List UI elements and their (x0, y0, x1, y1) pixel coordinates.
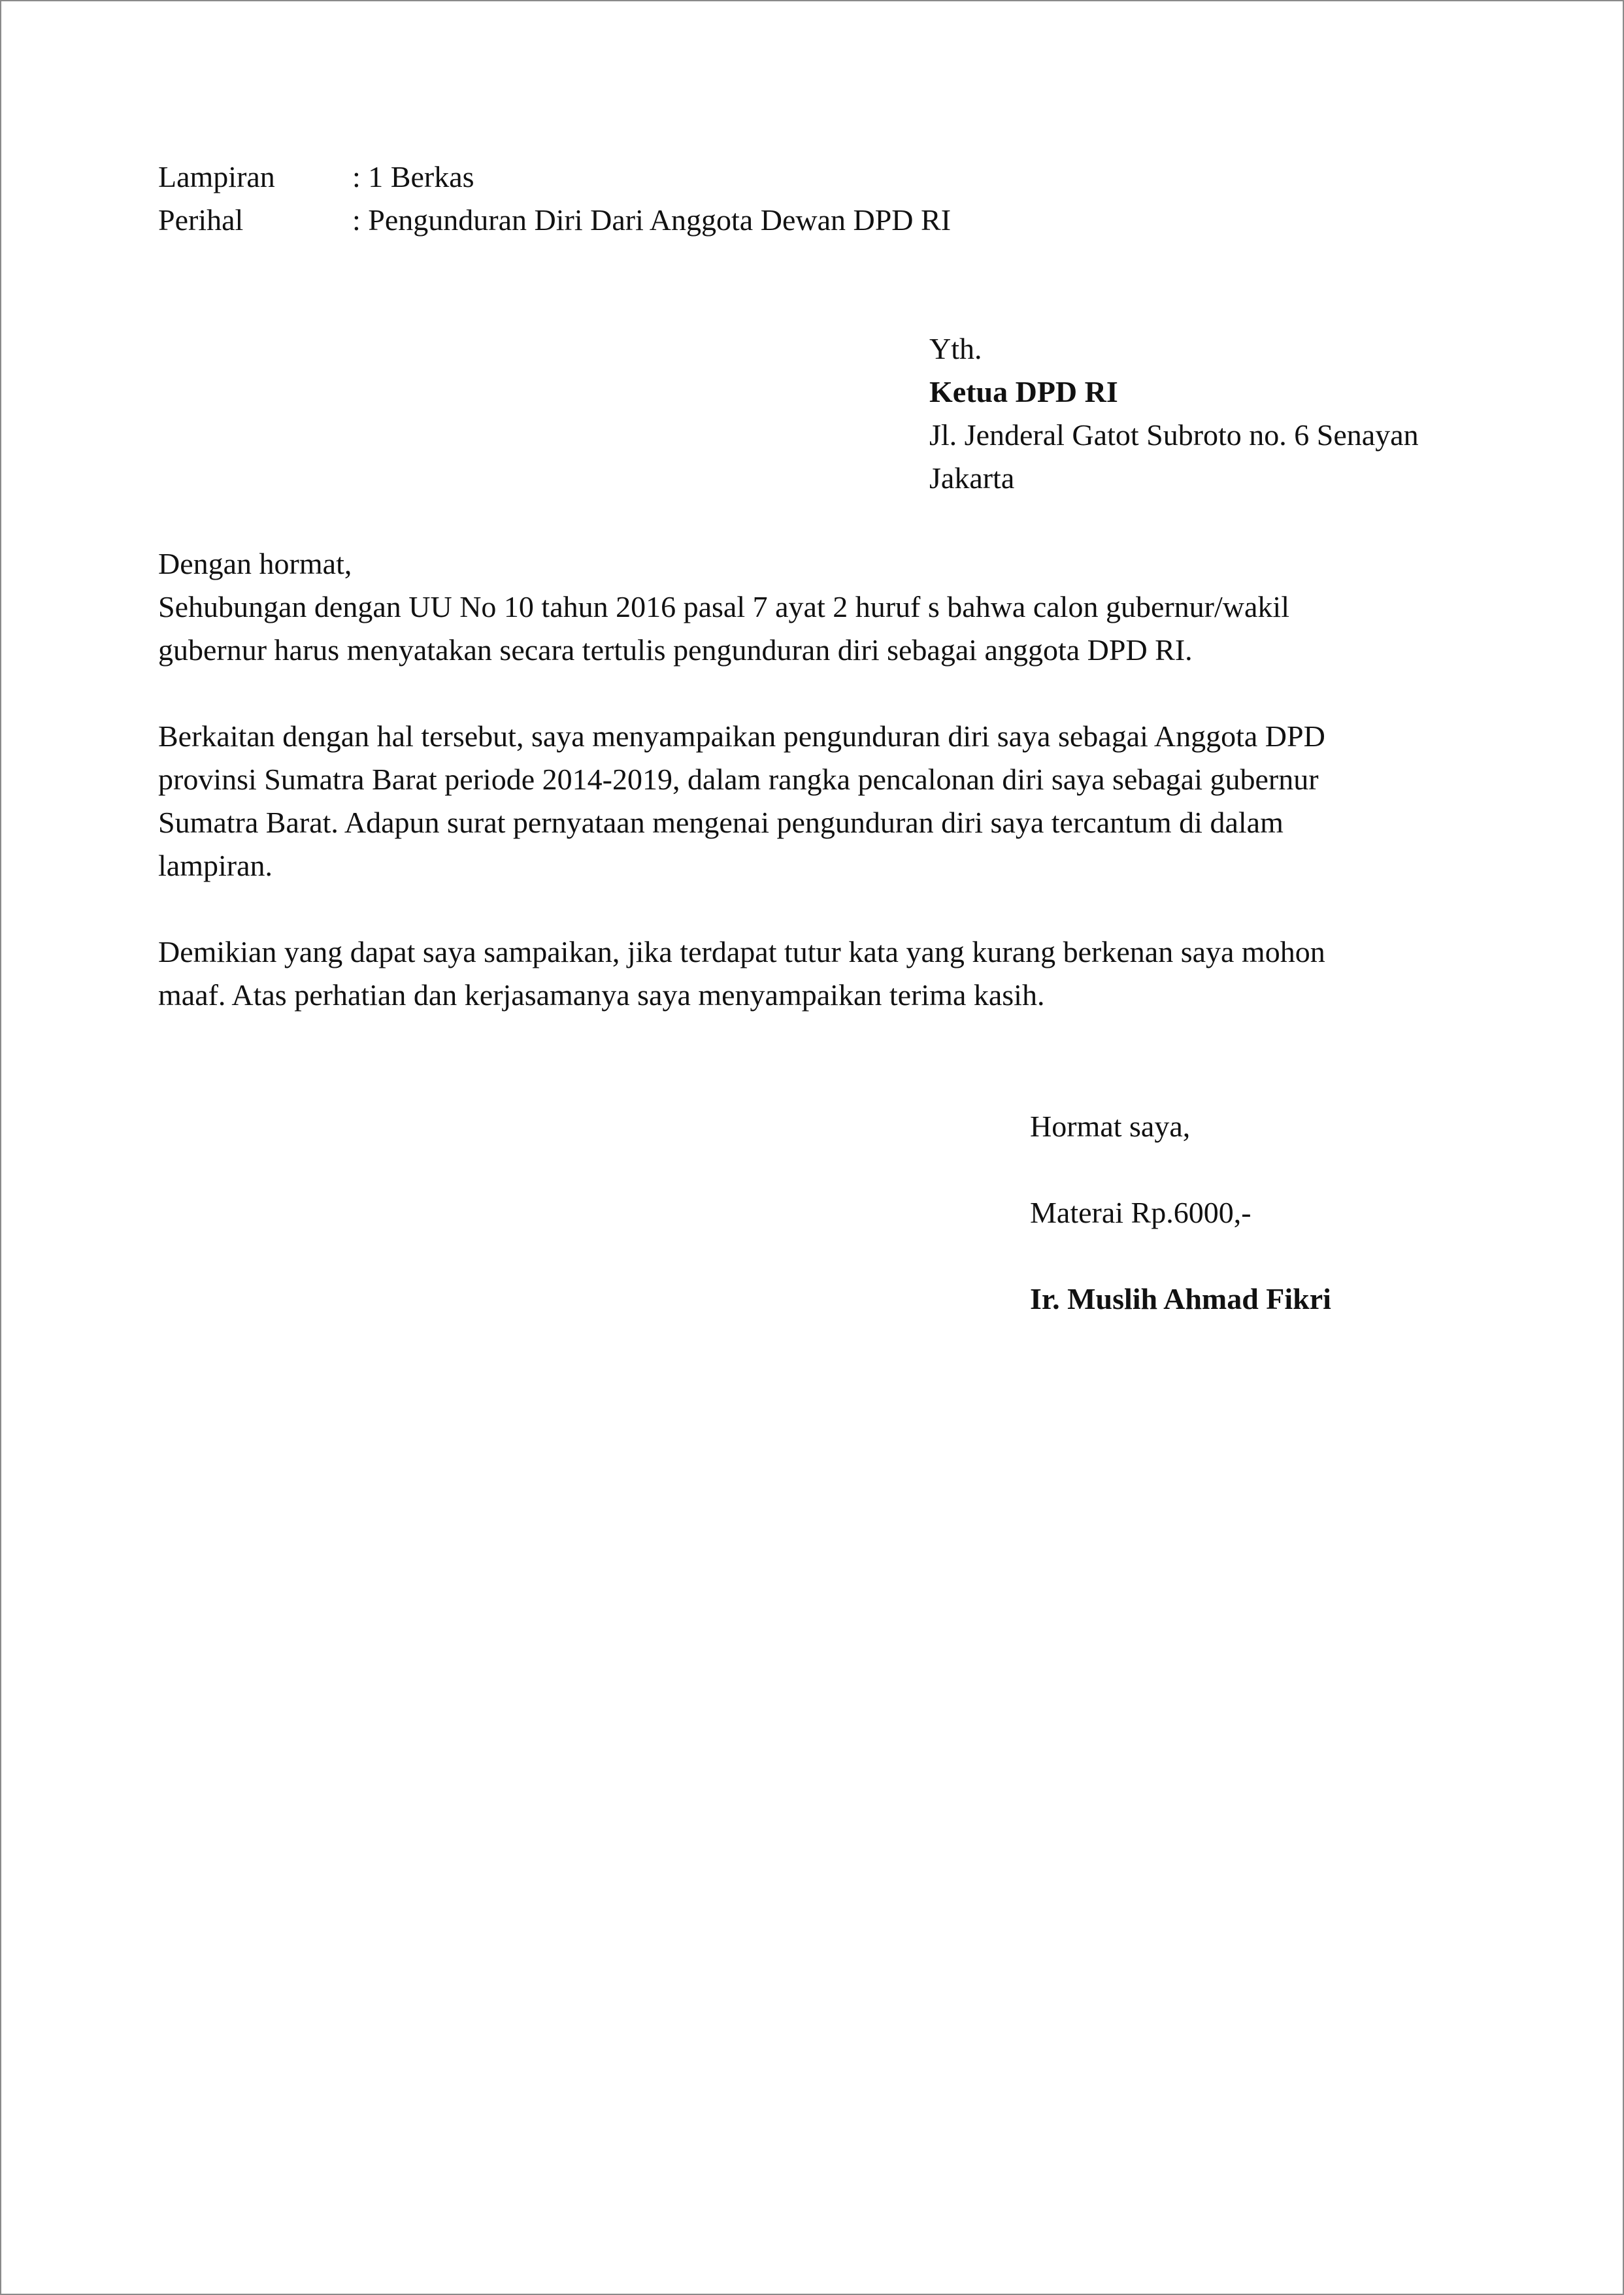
recipient-address-line1: Jl. Jenderal Gatot Subroto no. 6 Senayan (929, 418, 1419, 452)
paragraph-3 (158, 931, 1504, 1017)
paragraph-1 (158, 586, 1504, 672)
lampiran-label: Lampiran (158, 160, 275, 193)
lampiran-row (158, 156, 951, 199)
letter-header (158, 156, 951, 242)
paragraph-2-line-2: provinsi Sumatra Barat periode 2014-2019, dalam rangka pencalonan diri saya sebagai gubernur (158, 763, 1319, 796)
perihal-row (158, 199, 951, 242)
letter-body (158, 542, 1504, 1060)
lampiran-value: : 1 Berkas (352, 160, 474, 193)
closing-block (1030, 1105, 1331, 1364)
signer-name: Ir. Muslih Ahmad Fikri (1030, 1282, 1331, 1315)
recipient-name: Ketua DPD RI (929, 375, 1118, 408)
paragraph-2-line-1: Berkaitan dengan hal tersebut, saya menyampaikan pengunduran diri saya sebagai Anggota DPD (158, 719, 1325, 753)
greeting: Dengan hormat, (158, 547, 352, 580)
perihal-value: : Pengunduran Diri Dari Anggota Dewan DPD RI (352, 203, 952, 237)
stamp-note: Materai Rp.6000,- (1030, 1196, 1251, 1229)
closing-regards: Hormat saya, (1030, 1110, 1191, 1143)
recipient-block (929, 327, 1419, 500)
paragraph-2-line-4: lampiran. (158, 849, 273, 882)
paragraph-2-line-3: Sumatra Barat. Adapun surat pernyataan mengenai pengunduran diri saya tercantum di dalam (158, 806, 1284, 839)
paragraph-1-line-1: Sehubungan dengan UU No 10 tahun 2016 pasal 7 ayat 2 huruf s bahwa calon gubernur/wakil (158, 590, 1289, 623)
recipient-address-line2: Jakarta (929, 461, 1015, 495)
recipient-salutation: Yth. (929, 332, 982, 365)
paragraph-3-line-1: Demikian yang dapat saya sampaikan, jika terdapat tutur kata yang kurang berkenan saya mohon (158, 935, 1325, 968)
paragraph-2 (158, 715, 1504, 887)
perihal-label: Perihal (158, 203, 244, 237)
paragraph-3-line-2: maaf. Atas perhatian dan kerjasamanya saya menyampaikan terima kasih. (158, 978, 1045, 1012)
paragraph-1-line-2: gubernur harus menyatakan secara tertulis pengunduran diri sebagai anggota DPD RI. (158, 633, 1193, 667)
